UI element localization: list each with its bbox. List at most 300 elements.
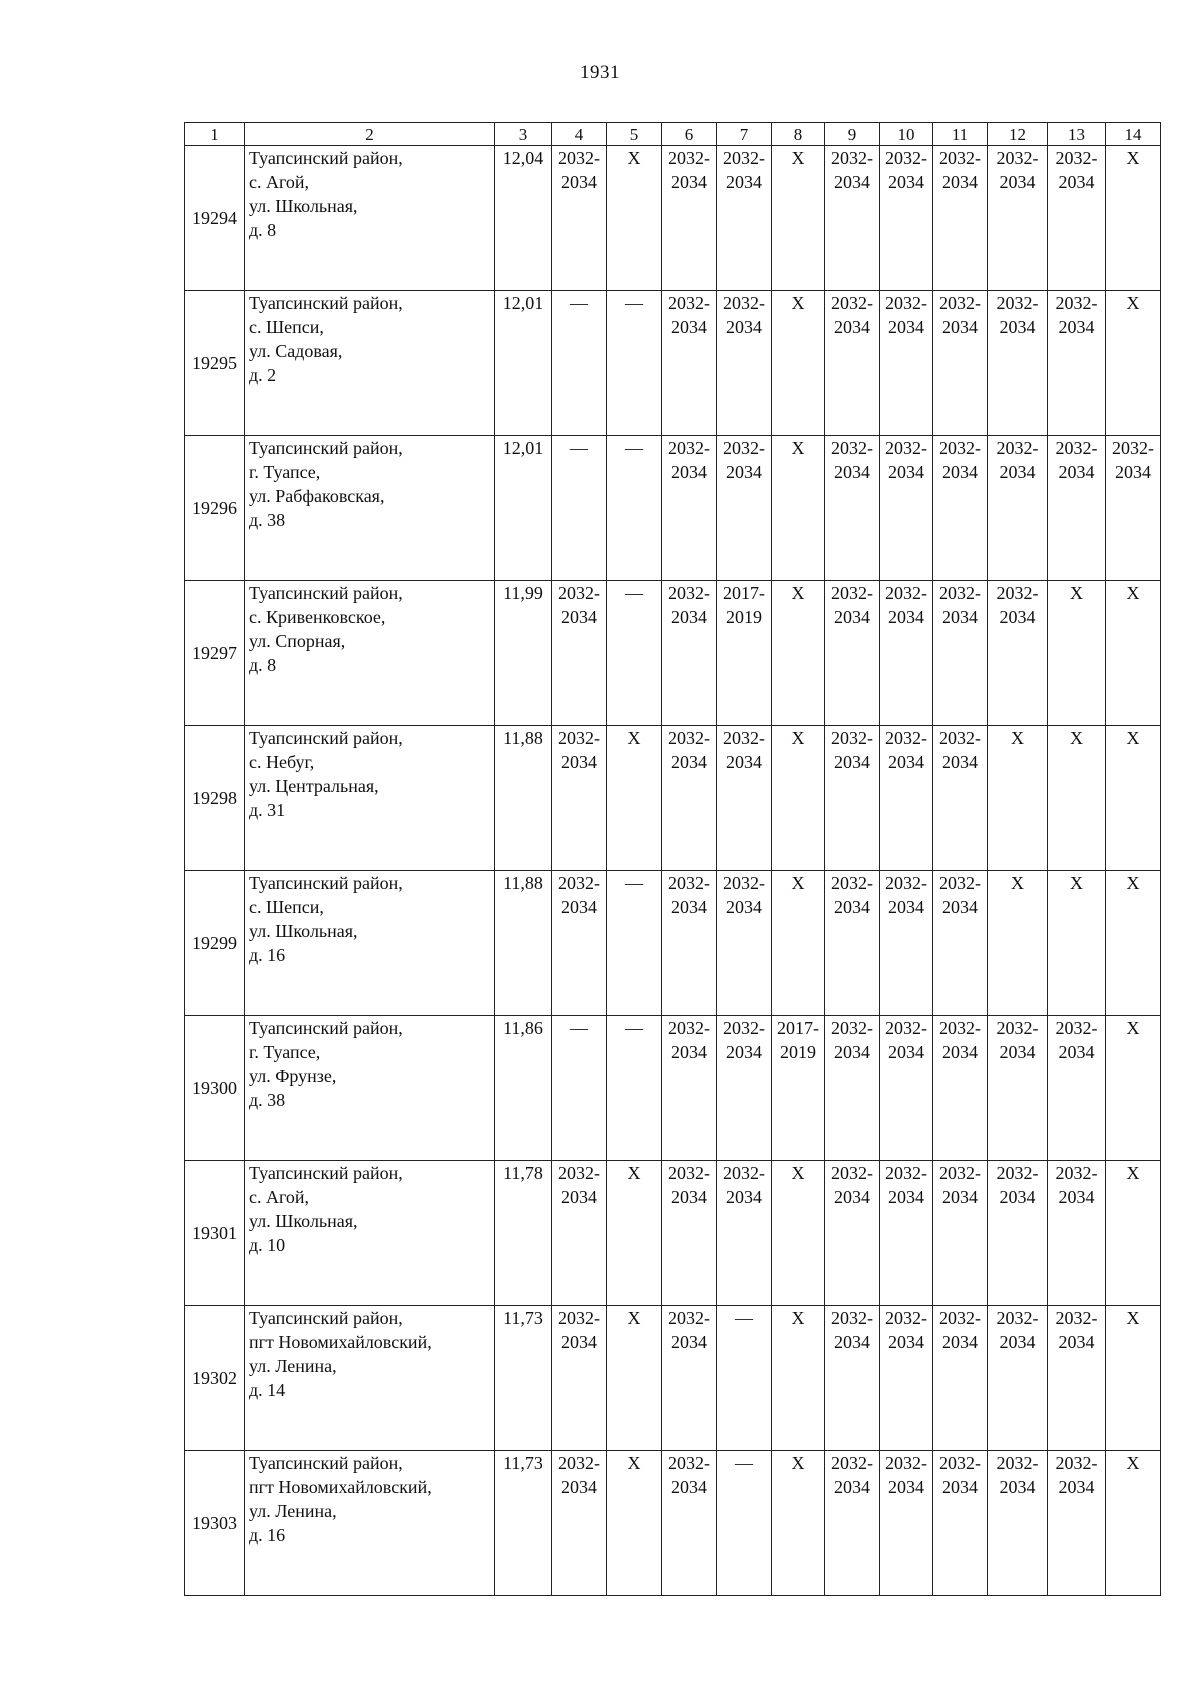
period-value: 2032- 2034 bbox=[558, 1308, 600, 1352]
period-value: Х bbox=[627, 1163, 641, 1183]
period-cell-col-10 bbox=[880, 726, 933, 871]
period-cell-col-10 bbox=[880, 1451, 933, 1596]
period-value: — bbox=[735, 1308, 753, 1328]
period-value: 2032- 2034 bbox=[885, 1018, 927, 1062]
area-value: 11,99 bbox=[495, 581, 552, 726]
period-cell-col-8 bbox=[772, 1016, 825, 1161]
table-row bbox=[185, 436, 1161, 581]
period-cell-col-6 bbox=[662, 1451, 717, 1596]
address-line: д. 38 bbox=[249, 1090, 286, 1110]
address-line: г. Туапсе, bbox=[249, 462, 321, 482]
period-cell-col-14 bbox=[1106, 726, 1161, 871]
period-value: Х bbox=[627, 1453, 641, 1473]
address-line: Туапсинский район, bbox=[249, 293, 403, 313]
address-cell bbox=[245, 146, 495, 291]
row-id: 19297 bbox=[185, 581, 245, 726]
period-cell-col-6 bbox=[662, 1161, 717, 1306]
address-line: ул. Садовая, bbox=[249, 341, 343, 361]
row-id: 19303 bbox=[185, 1451, 245, 1596]
period-cell-col-11 bbox=[933, 1161, 988, 1306]
period-value: 2032- 2034 bbox=[668, 1308, 710, 1352]
period-cell-col-8 bbox=[772, 1451, 825, 1596]
period-value: Х bbox=[627, 148, 641, 168]
period-value: 2032- 2034 bbox=[558, 148, 600, 192]
period-value: 2032- 2034 bbox=[668, 293, 710, 337]
period-cell-col-12 bbox=[988, 1306, 1048, 1451]
period-cell-col-9 bbox=[825, 1451, 880, 1596]
area-value: 12,01 bbox=[495, 436, 552, 581]
period-value: 2032- 2034 bbox=[1055, 293, 1098, 337]
column-number-8: 8 bbox=[772, 123, 825, 146]
period-value: 2032- 2034 bbox=[939, 148, 981, 192]
row-id: 19295 bbox=[185, 291, 245, 436]
address-line: д. 8 bbox=[249, 655, 277, 675]
address-line: с. Кривенковское, bbox=[249, 607, 386, 627]
period-cell-col-14 bbox=[1106, 1451, 1161, 1596]
period-cell-col-12 bbox=[988, 1016, 1048, 1161]
address-line: с. Агой, bbox=[249, 172, 310, 192]
period-value: 2032- 2034 bbox=[723, 728, 765, 772]
period-cell-col-7 bbox=[717, 146, 772, 291]
period-value: 2032- 2034 bbox=[1055, 1018, 1098, 1062]
period-cell-col-5 bbox=[607, 1451, 662, 1596]
period-value: Х bbox=[1126, 148, 1140, 168]
period-value: 2032- 2034 bbox=[723, 1163, 765, 1207]
period-value: 2017- 2019 bbox=[723, 583, 765, 627]
address-line: Туапсинский район, bbox=[249, 1453, 403, 1473]
table-row bbox=[185, 581, 1161, 726]
row-id: 19300 bbox=[185, 1016, 245, 1161]
address-line: пгт Новомихайловский, bbox=[249, 1477, 432, 1497]
period-value: Х bbox=[791, 1163, 805, 1183]
address-line: д. 38 bbox=[249, 510, 286, 530]
period-cell-col-13 bbox=[1048, 146, 1106, 291]
period-cell-col-5 bbox=[607, 1016, 662, 1161]
address-line: ул. Рабфаковская, bbox=[249, 486, 385, 506]
table-row bbox=[185, 726, 1161, 871]
period-cell-col-12 bbox=[988, 1161, 1048, 1306]
period-value: 2032- 2034 bbox=[1112, 438, 1154, 482]
period-value: — bbox=[735, 1453, 753, 1473]
period-cell-col-14 bbox=[1106, 1306, 1161, 1451]
period-value: 2032- 2034 bbox=[831, 438, 873, 482]
period-value: Х bbox=[791, 438, 805, 458]
period-value: Х bbox=[1126, 583, 1140, 603]
period-value: 2032- 2034 bbox=[558, 1453, 600, 1497]
period-value: 2032- 2034 bbox=[885, 583, 927, 627]
column-number-12: 12 bbox=[988, 123, 1048, 146]
period-value: Х bbox=[791, 1308, 805, 1328]
address-line: с. Шепси, bbox=[249, 897, 324, 917]
period-cell-col-6 bbox=[662, 1016, 717, 1161]
column-number-10: 10 bbox=[880, 123, 933, 146]
column-number-9: 9 bbox=[825, 123, 880, 146]
column-number-13: 13 bbox=[1048, 123, 1106, 146]
table-row bbox=[185, 1016, 1161, 1161]
period-value: 2032- 2034 bbox=[668, 873, 710, 917]
period-value: 2032- 2034 bbox=[996, 583, 1039, 627]
period-cell-col-10 bbox=[880, 291, 933, 436]
period-cell-col-5 bbox=[607, 726, 662, 871]
period-value: Х bbox=[791, 583, 805, 603]
address-cell bbox=[245, 1451, 495, 1596]
address-line: ул. Школьная, bbox=[249, 196, 358, 216]
period-cell-col-11 bbox=[933, 146, 988, 291]
period-cell-col-7 bbox=[717, 1451, 772, 1596]
period-value: 2032- 2034 bbox=[939, 1453, 981, 1497]
column-number-6: 6 bbox=[662, 123, 717, 146]
period-cell-col-11 bbox=[933, 436, 988, 581]
period-cell-col-8 bbox=[772, 581, 825, 726]
area-value: 11,78 bbox=[495, 1161, 552, 1306]
period-cell-col-4 bbox=[552, 581, 607, 726]
period-cell-col-10 bbox=[880, 1306, 933, 1451]
period-cell-col-4 bbox=[552, 1306, 607, 1451]
address-cell bbox=[245, 1306, 495, 1451]
address-line: д. 2 bbox=[249, 365, 277, 385]
period-cell-col-7 bbox=[717, 1306, 772, 1451]
period-value: 2032- 2034 bbox=[723, 438, 765, 482]
address-line: д. 14 bbox=[249, 1380, 286, 1400]
period-value: 2032- 2034 bbox=[668, 1018, 710, 1062]
address-line: д. 16 bbox=[249, 945, 286, 965]
address-line: ул. Спорная, bbox=[249, 631, 346, 651]
period-value: 2032- 2034 bbox=[1055, 1308, 1098, 1352]
period-value: Х bbox=[1070, 873, 1083, 893]
table-row bbox=[185, 291, 1161, 436]
period-cell-col-6 bbox=[662, 146, 717, 291]
period-value: 2032- 2034 bbox=[885, 438, 927, 482]
row-id: 19301 bbox=[185, 1161, 245, 1306]
row-id: 19294 bbox=[185, 146, 245, 291]
period-cell-col-9 bbox=[825, 1016, 880, 1161]
area-value: 11,73 bbox=[495, 1306, 552, 1451]
period-cell-col-4 bbox=[552, 871, 607, 1016]
address-line: д. 16 bbox=[249, 1525, 286, 1545]
period-cell-col-6 bbox=[662, 291, 717, 436]
period-value: 2032- 2034 bbox=[939, 873, 981, 917]
address-line: Туапсинский район, bbox=[249, 728, 403, 748]
period-cell-col-9 bbox=[825, 581, 880, 726]
period-cell-col-6 bbox=[662, 1306, 717, 1451]
period-value: 2032- 2034 bbox=[996, 1308, 1039, 1352]
table-row bbox=[185, 871, 1161, 1016]
period-cell-col-8 bbox=[772, 871, 825, 1016]
period-cell-col-5 bbox=[607, 291, 662, 436]
period-cell-col-8 bbox=[772, 726, 825, 871]
period-value: — bbox=[625, 583, 643, 603]
period-cell-col-8 bbox=[772, 146, 825, 291]
period-value: 2032- 2034 bbox=[1055, 1163, 1098, 1207]
period-value: Х bbox=[791, 873, 805, 893]
period-value: Х bbox=[1126, 873, 1140, 893]
column-number-2: 2 bbox=[245, 123, 495, 146]
table-row bbox=[185, 1451, 1161, 1596]
period-cell-col-7 bbox=[717, 436, 772, 581]
address-line: Туапсинский район, bbox=[249, 1308, 403, 1328]
period-value: 2032- 2034 bbox=[996, 438, 1039, 482]
period-value: 2032- 2034 bbox=[831, 1018, 873, 1062]
period-cell-col-13 bbox=[1048, 871, 1106, 1016]
page-number: 1931 bbox=[580, 62, 620, 83]
period-value: — bbox=[625, 293, 643, 313]
address-line: Туапсинский район, bbox=[249, 583, 403, 603]
area-value: 11,88 bbox=[495, 871, 552, 1016]
address-line: г. Туапсе, bbox=[249, 1042, 321, 1062]
address-line: Туапсинский район, bbox=[249, 438, 403, 458]
period-cell-col-7 bbox=[717, 726, 772, 871]
period-value: 2032- 2034 bbox=[996, 293, 1039, 337]
period-cell-col-10 bbox=[880, 1161, 933, 1306]
area-value: 11,88 bbox=[495, 726, 552, 871]
period-value: 2032- 2034 bbox=[723, 1018, 765, 1062]
period-value: 2032- 2034 bbox=[668, 1453, 710, 1497]
address-line: ул. Центральная, bbox=[249, 776, 379, 796]
address-line: ул. Школьная, bbox=[249, 1211, 358, 1231]
period-cell-col-13 bbox=[1048, 1016, 1106, 1161]
period-value: 2032- 2034 bbox=[831, 873, 873, 917]
period-value: Х bbox=[627, 1308, 641, 1328]
period-cell-col-9 bbox=[825, 726, 880, 871]
period-cell-col-9 bbox=[825, 146, 880, 291]
column-number-5: 5 bbox=[607, 123, 662, 146]
column-number-3: 3 bbox=[495, 123, 552, 146]
period-value: 2032- 2034 bbox=[1055, 148, 1098, 192]
period-value: 2032- 2034 bbox=[885, 873, 927, 917]
address-line: Туапсинский район, bbox=[249, 1018, 403, 1038]
period-value: Х bbox=[1126, 1453, 1140, 1473]
address-line: ул. Фрунзе, bbox=[249, 1066, 337, 1086]
address-line: д. 8 bbox=[249, 220, 277, 240]
period-value: 2032- 2034 bbox=[939, 1163, 981, 1207]
period-cell-col-13 bbox=[1048, 1161, 1106, 1306]
area-value: 11,73 bbox=[495, 1451, 552, 1596]
period-cell-col-8 bbox=[772, 291, 825, 436]
period-cell-col-9 bbox=[825, 291, 880, 436]
period-cell-col-6 bbox=[662, 581, 717, 726]
period-value: Х bbox=[1126, 728, 1140, 748]
period-value: — bbox=[570, 1018, 588, 1038]
address-line: Туапсинский район, bbox=[249, 148, 403, 168]
period-value: 2032- 2034 bbox=[885, 293, 927, 337]
period-value: 2032- 2034 bbox=[831, 148, 873, 192]
row-id: 19298 bbox=[185, 726, 245, 871]
period-cell-col-14 bbox=[1106, 1161, 1161, 1306]
address-line: Туапсинский район, bbox=[249, 873, 403, 893]
period-cell-col-7 bbox=[717, 291, 772, 436]
period-cell-col-13 bbox=[1048, 581, 1106, 726]
period-value: 2032- 2034 bbox=[668, 438, 710, 482]
address-line: д. 10 bbox=[249, 1235, 286, 1255]
period-cell-col-5 bbox=[607, 1306, 662, 1451]
period-cell-col-9 bbox=[825, 436, 880, 581]
period-cell-col-4 bbox=[552, 726, 607, 871]
period-value: 2032- 2034 bbox=[831, 1308, 873, 1352]
period-value: 2032- 2034 bbox=[1055, 1453, 1098, 1497]
table-row bbox=[185, 1306, 1161, 1451]
period-cell-col-7 bbox=[717, 1161, 772, 1306]
period-value: 2032- 2034 bbox=[885, 1308, 927, 1352]
area-value: 12,01 bbox=[495, 291, 552, 436]
period-value: Х bbox=[1070, 728, 1083, 748]
address-cell bbox=[245, 871, 495, 1016]
column-number-row bbox=[185, 123, 1161, 146]
address-cell bbox=[245, 291, 495, 436]
period-cell-col-12 bbox=[988, 291, 1048, 436]
table-row bbox=[185, 146, 1161, 291]
period-cell-col-13 bbox=[1048, 291, 1106, 436]
period-value: 2032- 2034 bbox=[996, 1018, 1039, 1062]
period-cell-col-9 bbox=[825, 1161, 880, 1306]
address-line: ул. Ленина, bbox=[249, 1501, 337, 1521]
column-number-1: 1 bbox=[185, 123, 245, 146]
period-value: 2032- 2034 bbox=[668, 148, 710, 192]
column-number-11: 11 bbox=[933, 123, 988, 146]
period-value: 2032- 2034 bbox=[996, 148, 1039, 192]
period-cell-col-4 bbox=[552, 1161, 607, 1306]
period-cell-col-10 bbox=[880, 146, 933, 291]
period-value: Х bbox=[1011, 873, 1024, 893]
row-id: 19302 bbox=[185, 1306, 245, 1451]
period-value: 2032- 2034 bbox=[723, 148, 765, 192]
period-cell-col-10 bbox=[880, 1016, 933, 1161]
schedule-table bbox=[184, 122, 1161, 1596]
period-cell-col-5 bbox=[607, 1161, 662, 1306]
period-value: 2032- 2034 bbox=[939, 1308, 981, 1352]
period-cell-col-6 bbox=[662, 871, 717, 1016]
table-body bbox=[185, 123, 1161, 1596]
period-cell-col-4 bbox=[552, 291, 607, 436]
period-cell-col-14 bbox=[1106, 581, 1161, 726]
period-value: Х bbox=[1070, 583, 1083, 603]
period-cell-col-13 bbox=[1048, 1306, 1106, 1451]
period-value: — bbox=[625, 1018, 643, 1038]
period-cell-col-5 bbox=[607, 436, 662, 581]
period-value: 2032- 2034 bbox=[939, 293, 981, 337]
period-value: 2032- 2034 bbox=[939, 728, 981, 772]
period-value: — bbox=[570, 438, 588, 458]
period-cell-col-6 bbox=[662, 436, 717, 581]
period-value: Х bbox=[1126, 1018, 1140, 1038]
address-cell bbox=[245, 581, 495, 726]
period-cell-col-11 bbox=[933, 871, 988, 1016]
period-value: — bbox=[625, 873, 643, 893]
period-value: 2032- 2034 bbox=[885, 728, 927, 772]
period-value: 2032- 2034 bbox=[996, 1453, 1039, 1497]
period-cell-col-11 bbox=[933, 726, 988, 871]
period-value: 2032- 2034 bbox=[668, 728, 710, 772]
period-cell-col-4 bbox=[552, 1016, 607, 1161]
period-value: 2032- 2034 bbox=[939, 438, 981, 482]
period-value: Х bbox=[627, 728, 641, 748]
period-value: 2032- 2034 bbox=[885, 1453, 927, 1497]
area-value: 11,86 bbox=[495, 1016, 552, 1161]
table-row bbox=[185, 1161, 1161, 1306]
period-value: 2032- 2034 bbox=[885, 1163, 927, 1207]
period-value: Х bbox=[791, 148, 805, 168]
period-value: 2032- 2034 bbox=[939, 583, 981, 627]
period-value: 2032- 2034 bbox=[831, 583, 873, 627]
address-cell bbox=[245, 436, 495, 581]
address-line: д. 31 bbox=[249, 800, 286, 820]
period-value: 2017- 2019 bbox=[777, 1018, 819, 1062]
period-value: 2032- 2034 bbox=[723, 293, 765, 337]
period-cell-col-12 bbox=[988, 1451, 1048, 1596]
period-value: 2032- 2034 bbox=[723, 873, 765, 917]
period-value: 2032- 2034 bbox=[831, 1163, 873, 1207]
period-cell-col-9 bbox=[825, 871, 880, 1016]
period-value: 2032- 2034 bbox=[831, 293, 873, 337]
address-line: с. Небуг, bbox=[249, 752, 315, 772]
column-number-14: 14 bbox=[1106, 123, 1161, 146]
period-cell-col-13 bbox=[1048, 1451, 1106, 1596]
period-cell-col-7 bbox=[717, 581, 772, 726]
address-line: Туапсинский район, bbox=[249, 1163, 403, 1183]
period-cell-col-11 bbox=[933, 1016, 988, 1161]
period-cell-col-8 bbox=[772, 436, 825, 581]
period-cell-col-4 bbox=[552, 1451, 607, 1596]
period-value: — bbox=[625, 438, 643, 458]
period-value: 2032- 2034 bbox=[1055, 438, 1098, 482]
period-value: — bbox=[570, 293, 588, 313]
period-value: Х bbox=[791, 293, 805, 313]
period-value: 2032- 2034 bbox=[831, 1453, 873, 1497]
period-value: 2032- 2034 bbox=[885, 148, 927, 192]
period-cell-col-11 bbox=[933, 291, 988, 436]
period-value: 2032- 2034 bbox=[831, 728, 873, 772]
period-cell-col-6 bbox=[662, 726, 717, 871]
row-id: 19296 bbox=[185, 436, 245, 581]
address-line: с. Агой, bbox=[249, 1187, 310, 1207]
period-cell-col-14 bbox=[1106, 291, 1161, 436]
address-line: ул. Школьная, bbox=[249, 921, 358, 941]
period-value: Х bbox=[1011, 728, 1024, 748]
period-cell-col-12 bbox=[988, 726, 1048, 871]
period-cell-col-14 bbox=[1106, 146, 1161, 291]
period-cell-col-10 bbox=[880, 581, 933, 726]
period-value: 2032- 2034 bbox=[558, 873, 600, 917]
period-cell-col-14 bbox=[1106, 436, 1161, 581]
address-cell bbox=[245, 1016, 495, 1161]
period-cell-col-8 bbox=[772, 1306, 825, 1451]
period-value: 2032- 2034 bbox=[558, 583, 600, 627]
period-value: 2032- 2034 bbox=[668, 1163, 710, 1207]
address-line: с. Шепси, bbox=[249, 317, 324, 337]
period-value: Х bbox=[791, 1453, 805, 1473]
period-value: 2032- 2034 bbox=[939, 1018, 981, 1062]
period-cell-col-9 bbox=[825, 1306, 880, 1451]
column-number-7: 7 bbox=[717, 123, 772, 146]
address-line: ул. Ленина, bbox=[249, 1356, 337, 1376]
period-cell-col-12 bbox=[988, 581, 1048, 726]
period-cell-col-14 bbox=[1106, 871, 1161, 1016]
period-value: Х bbox=[1126, 1163, 1140, 1183]
period-cell-col-10 bbox=[880, 871, 933, 1016]
period-cell-col-5 bbox=[607, 146, 662, 291]
period-cell-col-14 bbox=[1106, 1016, 1161, 1161]
period-cell-col-13 bbox=[1048, 726, 1106, 871]
address-cell bbox=[245, 1161, 495, 1306]
area-value: 12,04 bbox=[495, 146, 552, 291]
period-value: 2032- 2034 bbox=[996, 1163, 1039, 1207]
row-id: 19299 bbox=[185, 871, 245, 1016]
column-number-4: 4 bbox=[552, 123, 607, 146]
period-cell-col-5 bbox=[607, 871, 662, 1016]
period-cell-col-5 bbox=[607, 581, 662, 726]
period-cell-col-8 bbox=[772, 1161, 825, 1306]
period-value: 2032- 2034 bbox=[558, 1163, 600, 1207]
period-value: Х bbox=[791, 728, 805, 748]
